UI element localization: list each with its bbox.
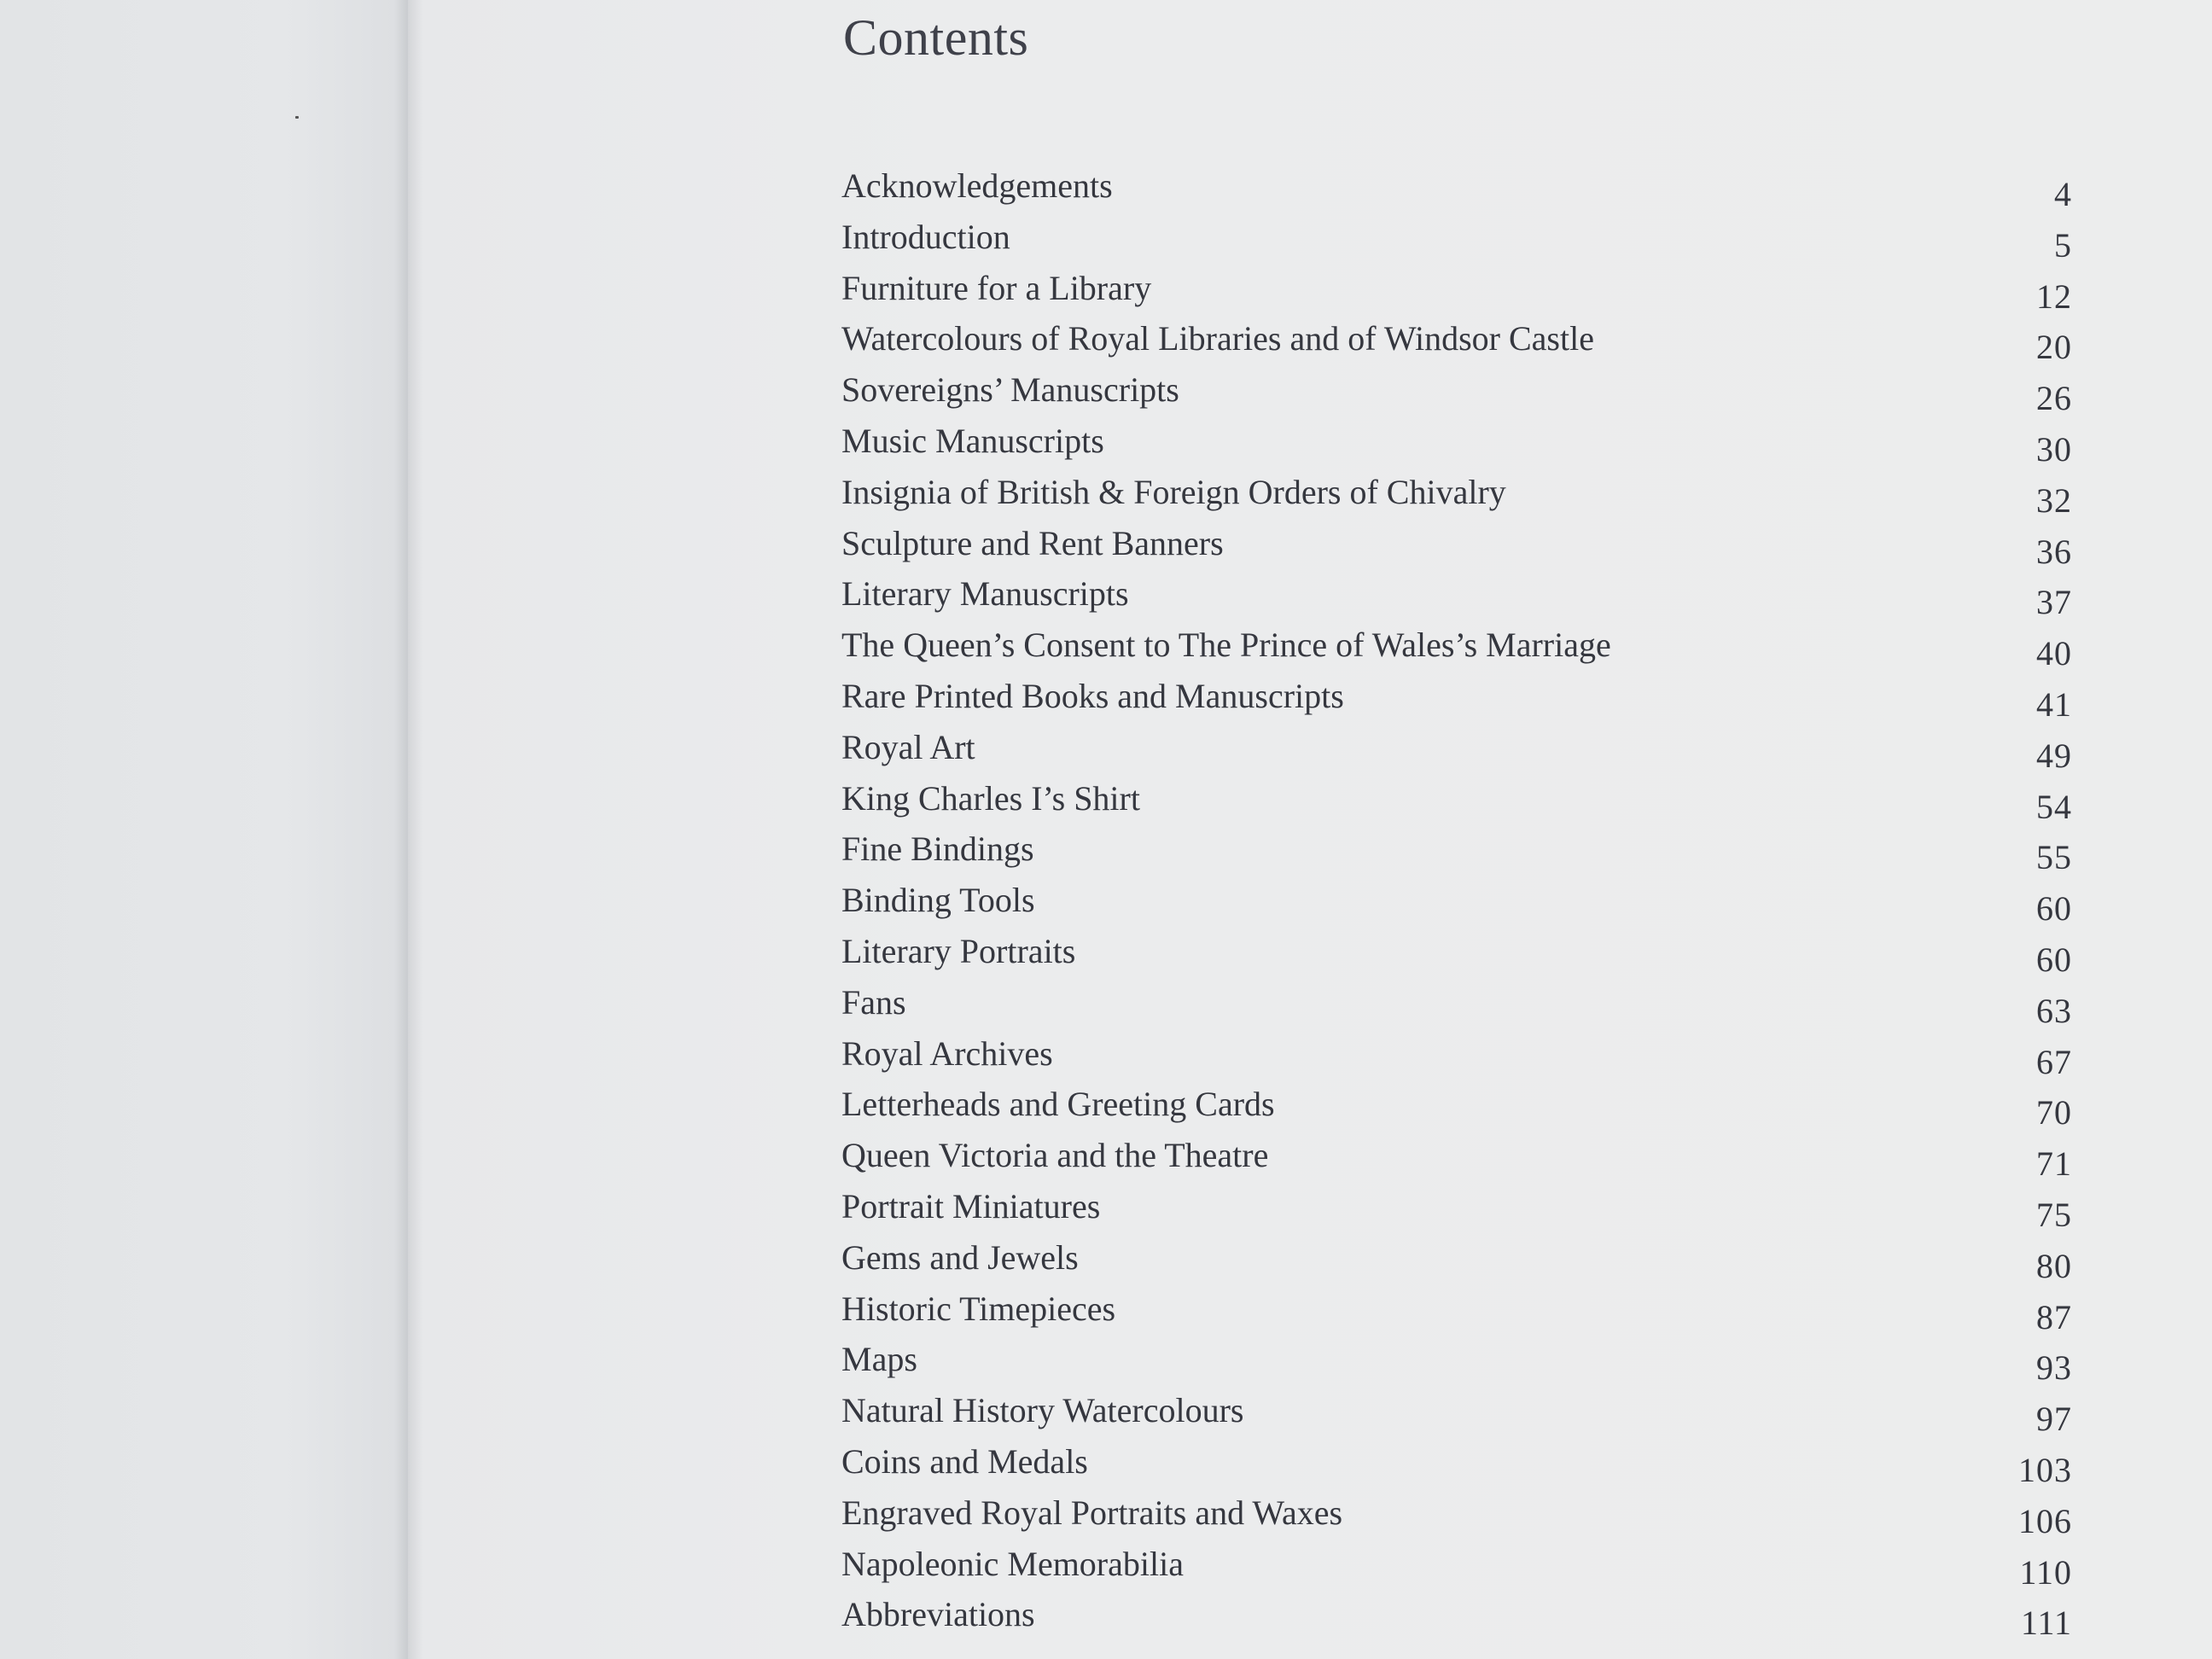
entry-title: Literary Portraits: [841, 931, 1076, 970]
entry-page-number: 49: [2036, 736, 2072, 775]
contents-entry: [841, 315, 2072, 366]
entry-page-number: 67: [2036, 1042, 2072, 1081]
entry-title: Binding Tools: [841, 881, 1035, 920]
contents-entry: [841, 1591, 2072, 1642]
entry-title: Watercolours of Royal Libraries and of Windsor Castle: [841, 319, 1594, 358]
contents-entry: [841, 469, 2072, 520]
entry-title: Sculpture and Rent Banners: [841, 523, 1224, 562]
entry-title: Acknowledgements: [841, 166, 1113, 205]
contents-entry: [841, 570, 2072, 621]
entry-title: Rare Printed Books and Manuscripts: [841, 676, 1344, 715]
entry-title: Fans: [841, 982, 906, 1022]
entry-page-number: 110: [2019, 1552, 2072, 1592]
entry-page-number: 63: [2036, 991, 2072, 1030]
entry-page-number: 111: [2020, 1604, 2072, 1643]
entry-page-number: 55: [2036, 838, 2072, 877]
entry-page-number: 106: [2018, 1501, 2072, 1540]
contents-entry: [841, 366, 2072, 417]
entry-page-number: 32: [2036, 480, 2072, 520]
contents-entry: [841, 1285, 2072, 1336]
entry-title: Fine Bindings: [841, 830, 1034, 869]
entry-title: Natural History Watercolours: [841, 1391, 1244, 1430]
contents-entry: [841, 265, 2072, 316]
contents-entry: [841, 621, 2072, 672]
paper-speck: [295, 116, 299, 119]
entry-title: Furniture for a Library: [841, 268, 1152, 307]
entry-title: The Queen’s Consent to The Prince of Wales’s Marriage: [841, 626, 1611, 665]
entry-page-number: 80: [2036, 1246, 2072, 1285]
entry-page-number: 40: [2036, 634, 2072, 673]
entry-page-number: 26: [2036, 379, 2072, 418]
contents-list: [841, 162, 2072, 1642]
entry-title: Sovereigns’ Manuscripts: [841, 370, 1179, 410]
contents-entry: [841, 1234, 2072, 1285]
entry-page-number: 97: [2036, 1400, 2072, 1439]
book-gutter: [394, 0, 423, 1659]
entry-title: Maps: [841, 1340, 917, 1379]
contents-entry: [841, 162, 2072, 213]
entry-page-number: 12: [2036, 276, 2072, 316]
contents-entry: [841, 672, 2072, 724]
contents-entry: [841, 213, 2072, 265]
entry-page-number: 93: [2036, 1348, 2072, 1388]
entry-title: Coins and Medals: [841, 1441, 1088, 1481]
entry-title: Queen Victoria and the Theatre: [841, 1136, 1269, 1175]
entry-page-number: 70: [2036, 1093, 2072, 1132]
contents-entry: [841, 1183, 2072, 1234]
contents-entry: [841, 520, 2072, 571]
contents-entry: [841, 1336, 2072, 1387]
entry-title: Engraved Royal Portraits and Waxes: [841, 1493, 1343, 1532]
contents-entry: [841, 775, 2072, 826]
entry-title: Insignia of British & Foreign Orders of Chivalry: [841, 472, 1506, 511]
entry-page-number: 37: [2036, 583, 2072, 622]
contents-entry: [841, 1387, 2072, 1438]
contents-entry: [841, 417, 2072, 469]
contents-entry: [841, 876, 2072, 928]
contents-entry: [841, 1438, 2072, 1489]
entry-page-number: 60: [2036, 940, 2072, 979]
contents-entry: [841, 1489, 2072, 1540]
page-title: Contents: [843, 9, 1029, 66]
contents-entry: [841, 1540, 2072, 1592]
entry-page-number: 30: [2036, 429, 2072, 469]
entry-title: Letterheads and Greeting Cards: [841, 1085, 1275, 1124]
contents-entry: [841, 928, 2072, 979]
entry-page-number: 103: [2018, 1450, 2072, 1489]
contents-entry: [841, 1030, 2072, 1081]
entry-title: Music Manuscripts: [841, 421, 1104, 460]
entry-title: Napoleonic Memorabilia: [841, 1544, 1184, 1583]
left-page: [0, 0, 408, 1659]
contents-entry: [841, 724, 2072, 775]
entry-page-number: 4: [2054, 175, 2072, 213]
entry-title: King Charles I’s Shirt: [841, 778, 1140, 818]
entry-page-number: 54: [2036, 787, 2072, 826]
entry-title: Royal Archives: [841, 1033, 1053, 1073]
entry-page-number: 5: [2054, 225, 2072, 265]
entry-title: Royal Art: [841, 727, 975, 766]
contents-entry: [841, 1132, 2072, 1183]
entry-page-number: 60: [2036, 889, 2072, 928]
contents-entry: [841, 825, 2072, 876]
contents-entry: [841, 979, 2072, 1030]
entry-page-number: 36: [2036, 532, 2072, 571]
entry-page-number: 20: [2036, 328, 2072, 367]
contents-entry: [841, 1080, 2072, 1132]
entry-title: Introduction: [841, 217, 1010, 256]
entry-title: Literary Manuscripts: [841, 574, 1129, 614]
entry-page-number: 75: [2036, 1195, 2072, 1234]
entry-page-number: 71: [2036, 1144, 2072, 1184]
entry-title: Portrait Miniatures: [841, 1186, 1101, 1225]
entry-page-number: 87: [2036, 1297, 2072, 1336]
entry-title: Abbreviations: [841, 1595, 1035, 1634]
entry-title: Gems and Jewels: [841, 1237, 1079, 1277]
entry-page-number: 41: [2036, 684, 2072, 724]
entry-title: Historic Timepieces: [841, 1289, 1116, 1328]
